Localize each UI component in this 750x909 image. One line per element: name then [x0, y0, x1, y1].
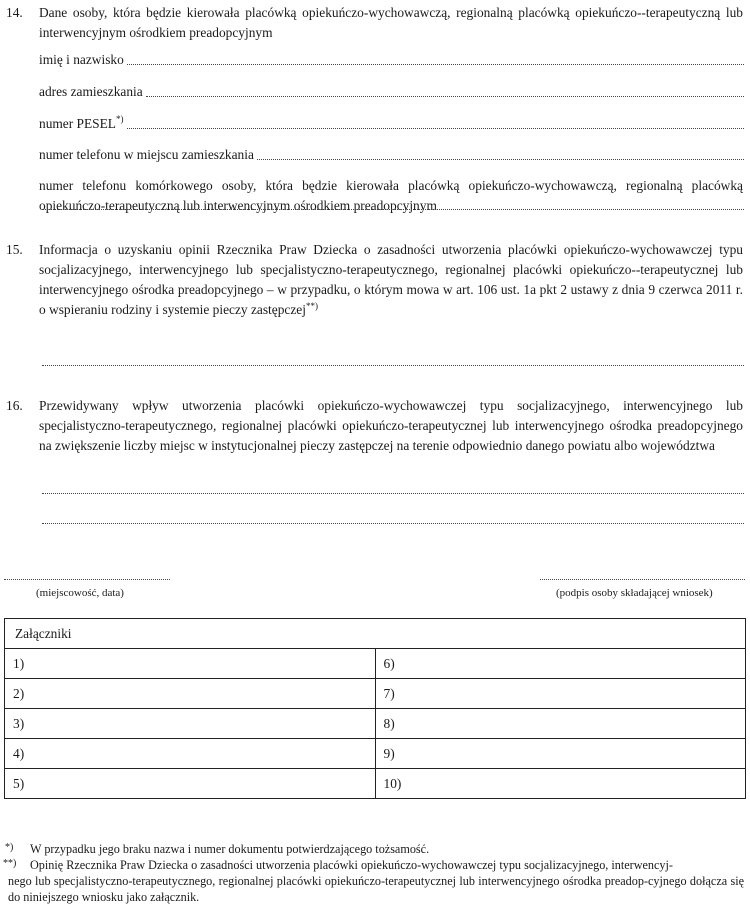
section-number: 15.	[6, 242, 23, 257]
attachment-cell[interactable]: 2)	[5, 679, 376, 709]
section-intro: Dane osoby, która będzie kierowała placówką opiekuńczo-wychowawczą, regionalną placówką opiekuńczo--terapeutyczną lub interwencyjnym ośrodkiem preadopcyjnym	[39, 5, 743, 40]
signature-caption: (podpis osoby składającej wniosek)	[556, 587, 713, 599]
attachment-cell[interactable]: 3)	[5, 709, 376, 739]
field-label: numer PESEL	[39, 116, 116, 131]
signature-field[interactable]	[540, 578, 745, 580]
footnote-text-first: Opinię Rzecznika Praw Dziecka o zasadności utworzenia placówki opiekuńczo-wychowawczej typu socjalizacyjnego, interwencyj-	[30, 858, 673, 872]
opinion-field[interactable]	[42, 364, 744, 366]
table-row	[5, 679, 746, 709]
footnote-mark: *)	[116, 114, 124, 124]
attachment-cell[interactable]: 8)	[375, 709, 746, 739]
table-header-row	[5, 619, 746, 649]
footnote-text: W przypadku jego braku nazwa i numer dokumentu potwierdzającego tożsamość.	[30, 842, 430, 856]
table-row	[5, 649, 746, 679]
table-row	[5, 709, 746, 739]
field-label: adres zamieszkania	[39, 84, 143, 99]
dotted-line	[127, 127, 745, 129]
pesel-field[interactable]	[39, 114, 744, 134]
attachment-cell[interactable]: 6)	[375, 649, 746, 679]
attachment-cell[interactable]: 7)	[375, 679, 746, 709]
section-text	[39, 240, 743, 321]
place-date-caption: (miejscowość, data)	[36, 587, 124, 599]
attachment-cell[interactable]: 4)	[5, 739, 376, 769]
dotted-line	[146, 95, 744, 97]
field-label: imię i nazwisko	[39, 52, 124, 67]
home-phone-field[interactable]	[39, 145, 744, 165]
field-label: numer telefonu w miejscu zamieszkania	[39, 147, 254, 162]
attachment-cell[interactable]: 1)	[5, 649, 376, 679]
attachment-cell[interactable]: 9)	[375, 739, 746, 769]
footnote-text-rest: nego lub specjalistyczno-terapeutycznego, regionalnej placówki opiekuńczo-terapeutycznej lub interwencyjnego ośrodka preadop-cyjnego dołącza się do niniejszego wniosku jako załącznik.	[8, 874, 744, 904]
attachment-cell[interactable]: 10)	[375, 769, 746, 799]
footnote-mark: *)	[5, 842, 14, 853]
table-row	[5, 769, 746, 799]
mobile-phone-label: numer telefonu komórkowego osoby, która będzie kierowała placówką opiekuńczo-wychowawczą, regionalną placówką opiekuńczo-terapeutyczną lub interwencyjnym ośrodkiem preadopcyjnym	[39, 178, 743, 213]
address-field[interactable]	[39, 82, 744, 102]
table-row	[5, 739, 746, 769]
name-field[interactable]	[39, 50, 744, 70]
dotted-line	[127, 63, 744, 65]
attachments-title: Załączniki	[5, 619, 746, 649]
section-number: 14.	[6, 5, 23, 20]
impact-field-line-2[interactable]	[42, 522, 744, 524]
footnote-mark: **)	[305, 301, 318, 311]
place-date-field[interactable]	[4, 578, 170, 580]
dotted-line	[257, 158, 744, 160]
attachment-cell[interactable]: 5)	[5, 769, 376, 799]
section-body: Informacja o uzyskaniu opinii Rzecznika Praw Dziecka o zasadności utworzenia placówki opiekuńczo-wychowawczej typu socjalizacyjnego, interwencyjnego lub specjalistyczno-terapeutycznego, regionalnej placówki opiekuńczo--terapeutycznej lub interwencyjnego ośrodka preadopcyjnego – w przypadku, o którym mowa w art. 106 ust. 1a pkt 2 ustawy z dnia 9 czerwca 2011 r. o wspieraniu rodziny i systemie pieczy zastępczej	[39, 242, 743, 317]
footnote-mark: **)	[3, 858, 17, 869]
section-text: Przewidywany wpływ utworzenia placówki opiekuńczo-wychowawczej typu socjalizacyjnego, interwencyjnego lub specjalistyczno-terapeutycznego, regionalnej placówki opiekuńczo-terapeutycznej lub interwencyjnego ośrodka preadopcyjnego na zwiększenie liczby miejsc w instytucjonalnej pieczy zastępczej na terenie odpowiednio danego powiatu albo województwa	[39, 398, 743, 453]
mobile-phone-field[interactable]	[42, 208, 744, 210]
section-number: 16.	[6, 398, 23, 413]
attachments-table	[4, 618, 746, 799]
impact-field-line-1[interactable]	[42, 492, 744, 494]
